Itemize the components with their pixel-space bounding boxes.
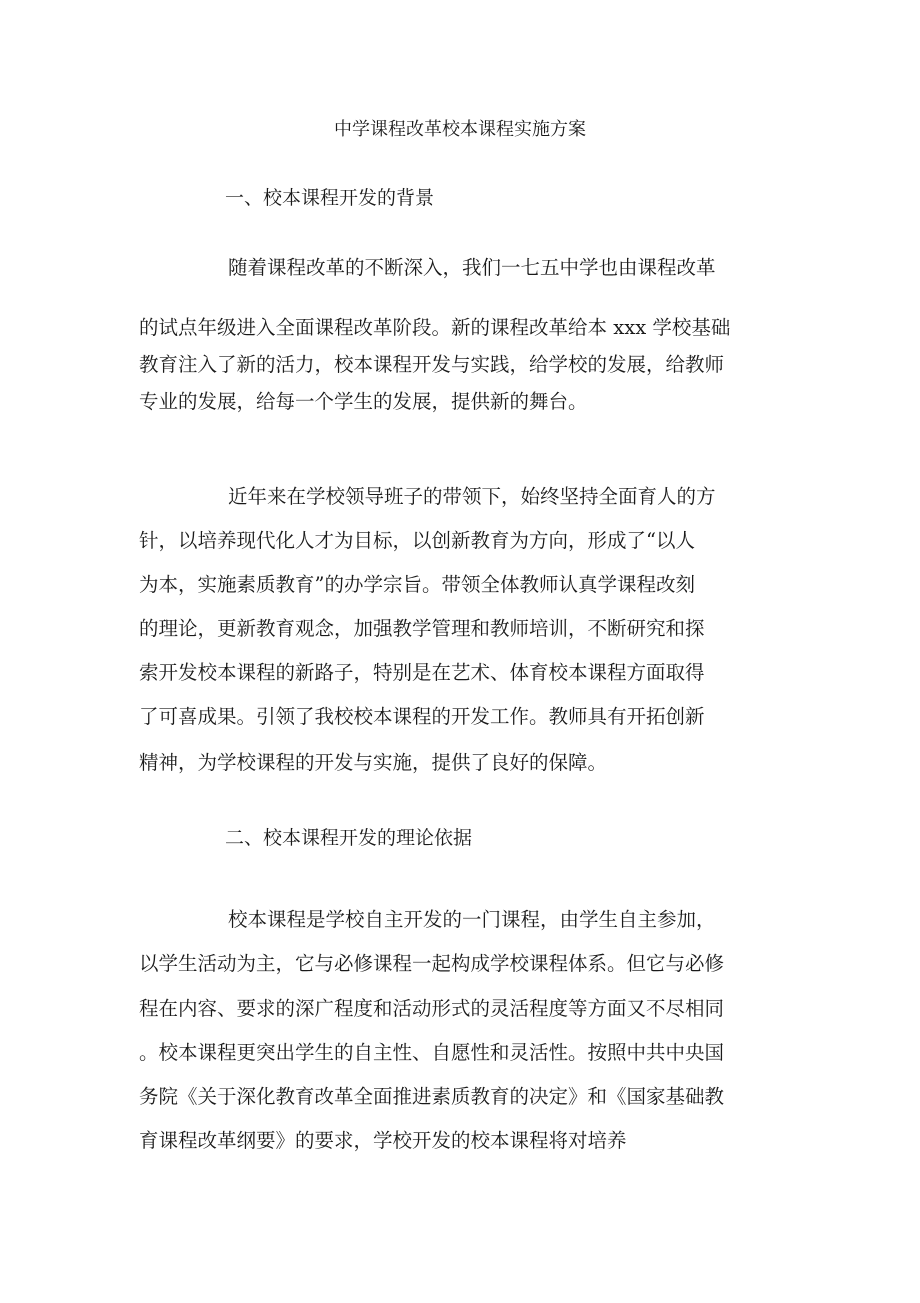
paragraph-line: 专业的发展，给每一个学生的发展，提供新的舞台。 — [139, 390, 588, 413]
paragraph-line: 务院《关于深化教育改革全面推进素质教育的决定》和《国家基础教 — [139, 1085, 725, 1108]
paragraph-line: 索开发校本课程的新路子，特别是在艺术、体育校本课程方面取得 — [139, 661, 705, 684]
document-title: 中学课程改革校本课程实施方案 — [334, 119, 586, 140]
paragraph-line: 了可喜成果。引领了我校校本课程的开发工作。教师具有开拓创新 — [139, 705, 705, 728]
paragraph-line: 为本，实施素质教育”的办学宗旨。带领全体教师认真学课程改刻 — [139, 573, 695, 596]
paragraph-line: 精神，为学校课程的开发与实施，提供了良好的保障。 — [139, 751, 608, 774]
paragraph-line: 的理论，更新教育观念，加强教学管理和教师培训，不断研究和探 — [139, 617, 705, 640]
paragraph-line: 的试点年级进入全面课程改革阶段。新的课程改革给本 xxx 学校基础 — [139, 316, 731, 339]
paragraph-line: 教育注入了新的活力，校本课程开发与实践，给学校的发展，给教师 — [139, 353, 725, 376]
paragraph-line: 。校本课程更突出学生的自主性、自愿性和灵活性。按照中共中央国 — [139, 1041, 725, 1064]
paragraph-line: 程在内容、要求的深广程度和活动形式的灵活程度等方面又不尽相同 — [139, 997, 725, 1020]
paragraph-line: 以学生活动为主，它与必修课程一起构成学校课程体系。但它与必修 — [139, 952, 725, 975]
paragraph-line: 随着课程改革的不断深入，我们一七五中学也由课程改革 — [228, 256, 716, 279]
paragraph-line: 针，以培养现代化人才为目标，以创新教育为方向，形成了“以人 — [139, 529, 695, 552]
paragraph-line: 近年来在学校领导班子的带领下，始终坚持全面育人的方 — [228, 485, 716, 508]
section-heading-theory: 二、校本课程开发的理论依据 — [225, 827, 473, 849]
section-heading-background: 一、校本课程开发的背景 — [225, 187, 435, 209]
paragraph-line: 校本课程是学校自主开发的一门课程，由学生自主参加， — [228, 908, 716, 931]
paragraph-line: 育课程改革纲要》的要求，学校开发的校本课程将对培养 — [139, 1129, 627, 1152]
